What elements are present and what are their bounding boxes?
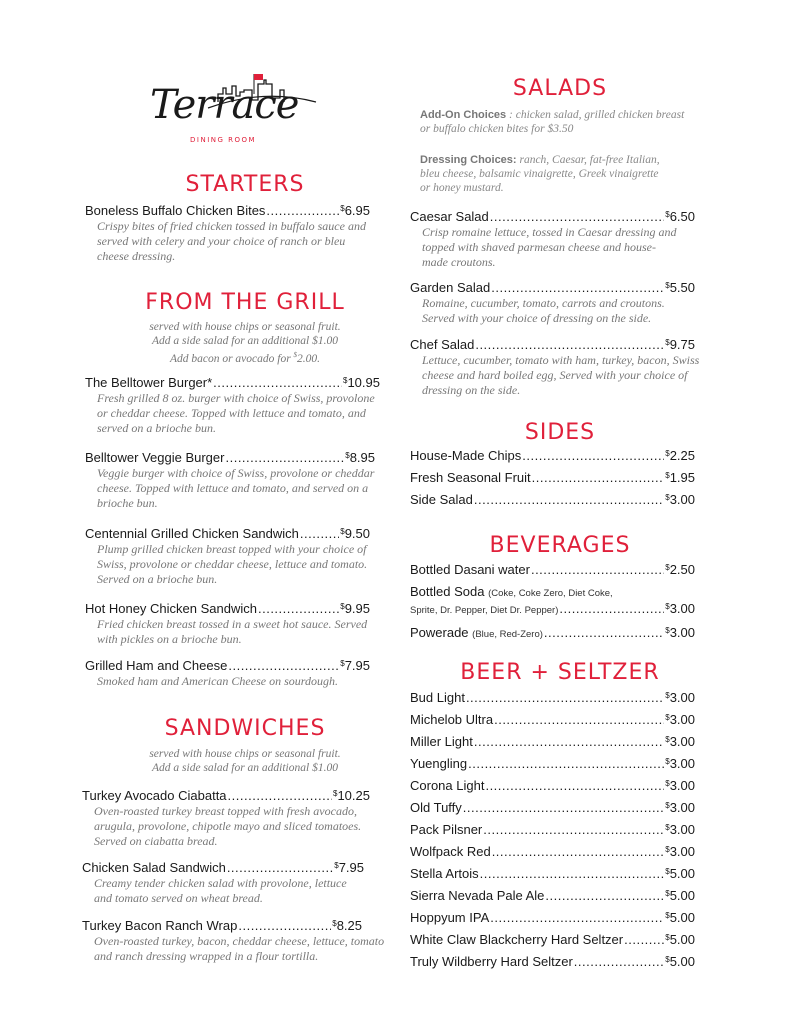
item-description: Fried chicken breast tossed in a sweet hot sauce. Served with pickles on a brioche bun. <box>97 617 368 646</box>
menu-item <box>85 526 370 587</box>
item-description: Smoked ham and American Cheese on sourdough. <box>97 674 338 688</box>
item-name: Boneless Buffalo Chicken Bites <box>85 203 266 218</box>
item-name: Centennial Grilled Chicken Sandwich <box>85 526 299 541</box>
grill-title: FROM THE GRILL <box>145 290 345 315</box>
starters-title: STARTERS <box>185 172 305 197</box>
sides-list <box>410 448 695 507</box>
item-description: Oven-roasted turkey breast topped with fresh avocado, arugula, provolone, chipotle mayo and sliced tomatoes. Served on ciabatta bread. <box>94 804 362 848</box>
list-item: Corona Light ..... $3.00 <box>410 778 695 793</box>
item-name: Turkey Avocado Ciabatta <box>82 788 227 803</box>
list-item: Bottled Dasani water ..... $2.50 <box>410 562 695 577</box>
list-item: Bud Light ..... $3.00 <box>410 690 695 705</box>
item-description: Oven-roasted turkey, bacon, cheddar cheese, lettuce, tomato and ranch dressing wrapped in a flour tortilla. <box>94 934 385 963</box>
beverages-list <box>410 562 695 642</box>
menu-item <box>85 450 375 511</box>
beverages-title: BEVERAGES <box>489 533 631 558</box>
item-name: Turkey Bacon Ranch Wrap <box>82 918 238 933</box>
item-price: $5.50 <box>665 280 695 295</box>
item-price: $9.95 <box>340 601 370 616</box>
list-item: Sierra Nevada Pale Ale ..... $5.00 <box>410 888 695 903</box>
sandwiches-title: SANDWICHES <box>164 716 326 741</box>
menu-item <box>82 788 370 849</box>
list-item: House-Made Chips ..... $2.25 <box>410 448 695 463</box>
item-description: Plump grilled chicken breast topped with your choice of Swiss, provolone or cheddar cheese, lettuce and tomato. Served on a brioche bun. <box>97 542 368 586</box>
list-item: Michelob Ultra ..... $3.00 <box>410 712 695 727</box>
item-description: Romaine, cucumber, tomato, carrots and croutons. Served with your choice of dressing on the side. <box>422 296 665 325</box>
list-item: White Claw Blackcherry Hard Seltzer ..... $5.00 <box>410 932 695 947</box>
list-item: Fresh Seasonal Fruit ..... $1.95 <box>410 470 695 485</box>
beer-title: BEER + SELTZER <box>460 660 660 685</box>
terrace-logo <box>148 72 318 152</box>
menu-item <box>82 860 364 906</box>
list-item: Stella Artois ..... $5.00 <box>410 866 695 881</box>
list-item: Bottled Soda (Coke, Coke Zero, Diet Coke, <box>410 584 613 599</box>
list-item: Yuengling ..... $3.00 <box>410 756 695 771</box>
item-description: Crisp romaine lettuce, tossed in Caesar dressing and topped with shaved parmesan cheese and house-made croutons. <box>422 225 677 269</box>
item-name: Caesar Salad <box>410 209 489 224</box>
dressing-choices: Dressing Choices: ranch, Caesar, fat-free Italian, bleu cheese, balsamic vinaigrette, Greek vinaigrette or honey mustard. <box>420 154 660 194</box>
addon-choices: Add-On Choices : chicken salad, grilled chicken breast or buffalo chicken bites for $3.50 <box>420 109 685 135</box>
item-description: Fresh grilled 8 oz. burger with choice of Swiss, provolone or cheddar cheese. Topped with lettuce and tomato, and served on a brioche bun. <box>97 391 375 435</box>
menu-item <box>410 337 700 398</box>
logo-wordmark: Terrace <box>150 82 299 128</box>
item-name: The Belltower Burger* <box>85 375 213 390</box>
item-name: Hot Honey Chicken Sandwich <box>85 601 257 616</box>
item-price: $10.25 <box>333 788 370 803</box>
item-price: $7.95 <box>334 860 364 875</box>
list-item: Miller Light ..... $3.00 <box>410 734 695 749</box>
item-name: Chef Salad <box>410 337 475 352</box>
item-name: Belltower Veggie Burger <box>85 450 225 465</box>
grill-note: served with house chips or seasonal fruit. Add a side salad for an additional $1.00 Add bacon or avocado for $2.00. <box>149 321 341 365</box>
item-price: $6.50 <box>665 209 695 224</box>
item-price: $7.95 <box>340 658 370 673</box>
item-name: Grilled Ham and Cheese <box>85 658 228 673</box>
item-price: $8.95 <box>345 450 375 465</box>
menu-item <box>85 601 370 647</box>
item-price: $10.95 <box>343 375 380 390</box>
list-item: Powerade (Blue, Red-Zero) ..... $3.00 <box>410 625 695 642</box>
item-description: Crispy bites of fried chicken tossed in buffalo sauce and served with celery and your choice of ranch or bleu cheese dressing. <box>97 219 366 263</box>
item-price: $9.75 <box>665 337 695 352</box>
list-item: Side Salad ..... $3.00 <box>410 492 695 507</box>
beer-list <box>410 690 695 976</box>
sandwiches-note: served with house chips or seasonal fruit. Add a side salad for an additional $1.00 <box>149 748 341 774</box>
list-item: Truly Wildberry Hard Seltzer ..... $5.00 <box>410 954 695 969</box>
logo-subtitle: DINING ROOM <box>190 136 257 144</box>
item-description: Veggie burger with choice of Swiss, provolone or cheddar cheese. Topped with lettuce and tomato, and served on a brioche bun. <box>97 466 375 510</box>
list-item: Old Tuffy ..... $3.00 <box>410 800 695 815</box>
item-description: Creamy tender chicken salad with provolone, lettuce and tomato served on wheat bread. <box>94 876 347 905</box>
item-price: $9.50 <box>340 526 370 541</box>
menu-item <box>85 203 370 264</box>
list-item: Pack Pilsner ..... $3.00 <box>410 822 695 837</box>
item-price: $8.25 <box>332 918 362 933</box>
item-name: Chicken Salad Sandwich <box>82 860 226 875</box>
item-description: Lettuce, cucumber, tomato with ham, turkey, bacon, Swiss cheese and hard boiled egg, Served with your choice of dressing on the side. <box>422 353 700 397</box>
menu-item <box>410 280 695 326</box>
salads-title: SALADS <box>512 76 608 101</box>
list-item: Hoppyum IPA ..... $5.00 <box>410 910 695 925</box>
item-name: Garden Salad <box>410 280 491 295</box>
menu-item <box>82 918 385 964</box>
list-item-cont: Sprite, Dr. Pepper, Diet Dr. Pepper) ..... $3.00 <box>410 601 695 618</box>
menu-item <box>85 658 370 689</box>
menu-item <box>410 209 695 270</box>
item-price: $6.95 <box>340 203 370 218</box>
list-item: Wolfpack Red ..... $3.00 <box>410 844 695 859</box>
menu-item <box>85 375 380 436</box>
sides-title: SIDES <box>524 420 596 445</box>
